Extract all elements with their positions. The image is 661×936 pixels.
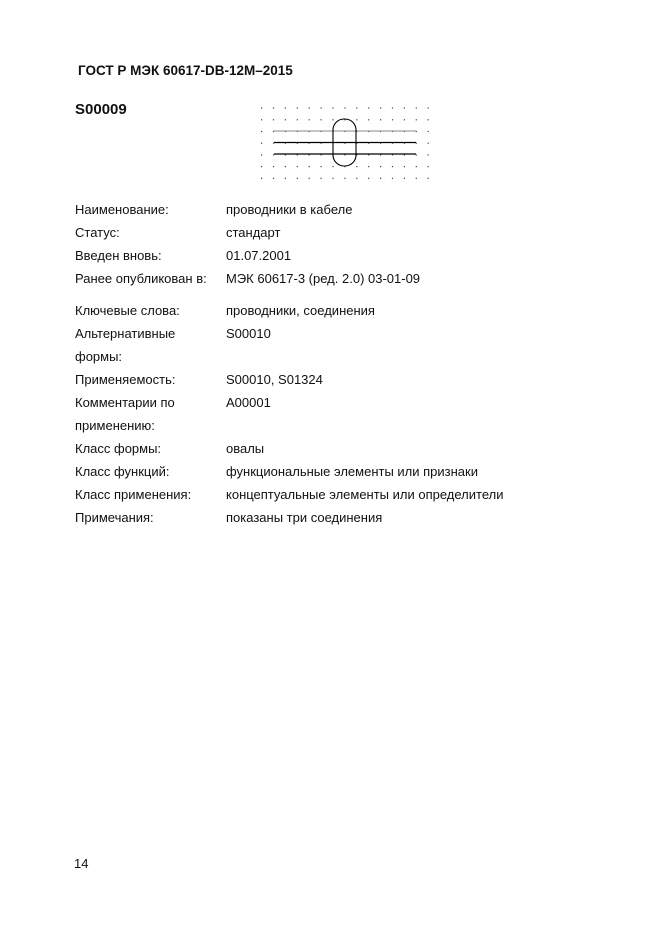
grid-dot bbox=[356, 119, 357, 120]
grid-dot bbox=[416, 178, 417, 179]
grid-dot bbox=[309, 178, 310, 179]
grid-dot bbox=[309, 166, 310, 167]
grid-dot bbox=[332, 178, 333, 179]
page-number: 14 bbox=[74, 856, 89, 871]
grid-dot bbox=[368, 166, 369, 167]
grid-dot bbox=[416, 166, 417, 167]
field-value: показаны три соединения bbox=[226, 510, 383, 525]
grid-dot bbox=[404, 108, 405, 109]
grid-dot bbox=[309, 119, 310, 120]
grid-dot bbox=[416, 119, 417, 120]
field-value: A00001 bbox=[226, 395, 271, 410]
grid-dot bbox=[380, 166, 381, 167]
grid-dot bbox=[297, 166, 298, 167]
grid-dot bbox=[368, 119, 369, 120]
grid-dot bbox=[297, 178, 298, 179]
grid-dot bbox=[428, 119, 429, 120]
field-value: стандарт bbox=[226, 225, 281, 240]
field-value: овалы bbox=[226, 441, 265, 456]
grid-dot bbox=[392, 108, 393, 109]
grid-dot bbox=[261, 166, 262, 167]
symbol-code: S00009 bbox=[75, 101, 127, 118]
field-label: Наименование: bbox=[75, 202, 169, 217]
field-label: Альтернативные bbox=[75, 326, 176, 341]
grid-dot bbox=[261, 119, 262, 120]
grid-dot bbox=[261, 178, 262, 179]
grid-dot bbox=[261, 143, 262, 144]
grid-dot bbox=[261, 131, 262, 132]
grid-dot bbox=[368, 178, 369, 179]
grid-dot bbox=[321, 119, 322, 120]
grid-dot bbox=[321, 178, 322, 179]
grid-dot bbox=[309, 108, 310, 109]
grid-dot bbox=[380, 178, 381, 179]
grid-dots bbox=[261, 108, 429, 179]
field-label: Статус: bbox=[75, 225, 120, 240]
field-value: проводники, соединения bbox=[226, 303, 375, 318]
grid-dot bbox=[332, 108, 333, 109]
grid-dot bbox=[428, 154, 429, 155]
grid-dot bbox=[285, 178, 286, 179]
grid-dot bbox=[273, 154, 274, 155]
grid-dot bbox=[416, 108, 417, 109]
field-label: Применяемость: bbox=[75, 372, 176, 387]
field-label: Класс применения: bbox=[75, 487, 192, 502]
field-label: Ранее опубликован в: bbox=[75, 271, 207, 286]
field-label: применению: bbox=[75, 418, 155, 433]
grid-dot bbox=[297, 119, 298, 120]
grid-dot bbox=[404, 166, 405, 167]
grid-dot bbox=[344, 178, 345, 179]
field-label: Класс функций: bbox=[75, 464, 170, 479]
grid-dot bbox=[321, 108, 322, 109]
grid-dot bbox=[356, 178, 357, 179]
field-value: 01.07.2001 bbox=[226, 248, 292, 263]
field-label: Класс формы: bbox=[75, 441, 162, 456]
grid-dot bbox=[273, 166, 274, 167]
field-label: Комментарии по bbox=[75, 395, 175, 410]
grid-dot bbox=[356, 166, 357, 167]
grid-dot bbox=[273, 178, 274, 179]
grid-dot bbox=[332, 119, 333, 120]
field-value: S00010 bbox=[226, 326, 271, 341]
grid-dot bbox=[392, 178, 393, 179]
grid-dot bbox=[428, 108, 429, 109]
field-value: функциональные элементы или признаки bbox=[226, 464, 478, 479]
grid-dot bbox=[404, 178, 405, 179]
grid-dot bbox=[392, 166, 393, 167]
grid-dot bbox=[297, 108, 298, 109]
grid-dot bbox=[356, 108, 357, 109]
grid-dot bbox=[261, 108, 262, 109]
grid-dot bbox=[285, 108, 286, 109]
grid-dot bbox=[428, 143, 429, 144]
grid-dot bbox=[273, 119, 274, 120]
grid-dot bbox=[321, 166, 322, 167]
field-label: Примечания: bbox=[75, 510, 154, 525]
field-value: проводники в кабеле bbox=[226, 202, 353, 217]
grid-dot bbox=[273, 108, 274, 109]
field-label: Ключевые слова: bbox=[75, 303, 180, 318]
symbol-graphic bbox=[250, 100, 440, 185]
field-label: формы: bbox=[75, 349, 123, 364]
grid-dot bbox=[428, 166, 429, 167]
grid-dot bbox=[344, 108, 345, 109]
grid-dot bbox=[261, 154, 262, 155]
document-header: ГОСТ Р МЭК 60617-DB-12M–2015 bbox=[78, 63, 293, 78]
grid-dot bbox=[428, 131, 429, 132]
grid-dot bbox=[380, 119, 381, 120]
field-label: Введен вновь: bbox=[75, 248, 162, 263]
grid-dot bbox=[273, 143, 274, 144]
grid-dot bbox=[285, 119, 286, 120]
grid-dot bbox=[380, 108, 381, 109]
field-value: МЭК 60617-3 (ред. 2.0) 03-01-09 bbox=[226, 271, 421, 286]
grid-dot bbox=[428, 178, 429, 179]
grid-dot bbox=[332, 166, 333, 167]
grid-dot bbox=[392, 119, 393, 120]
grid-dot bbox=[273, 131, 274, 132]
grid-dot bbox=[285, 166, 286, 167]
field-value: концептуальные элементы или определители bbox=[226, 487, 504, 502]
grid-dot bbox=[368, 108, 369, 109]
field-value: S00010, S01324 bbox=[226, 372, 323, 387]
grid-dot bbox=[404, 119, 405, 120]
